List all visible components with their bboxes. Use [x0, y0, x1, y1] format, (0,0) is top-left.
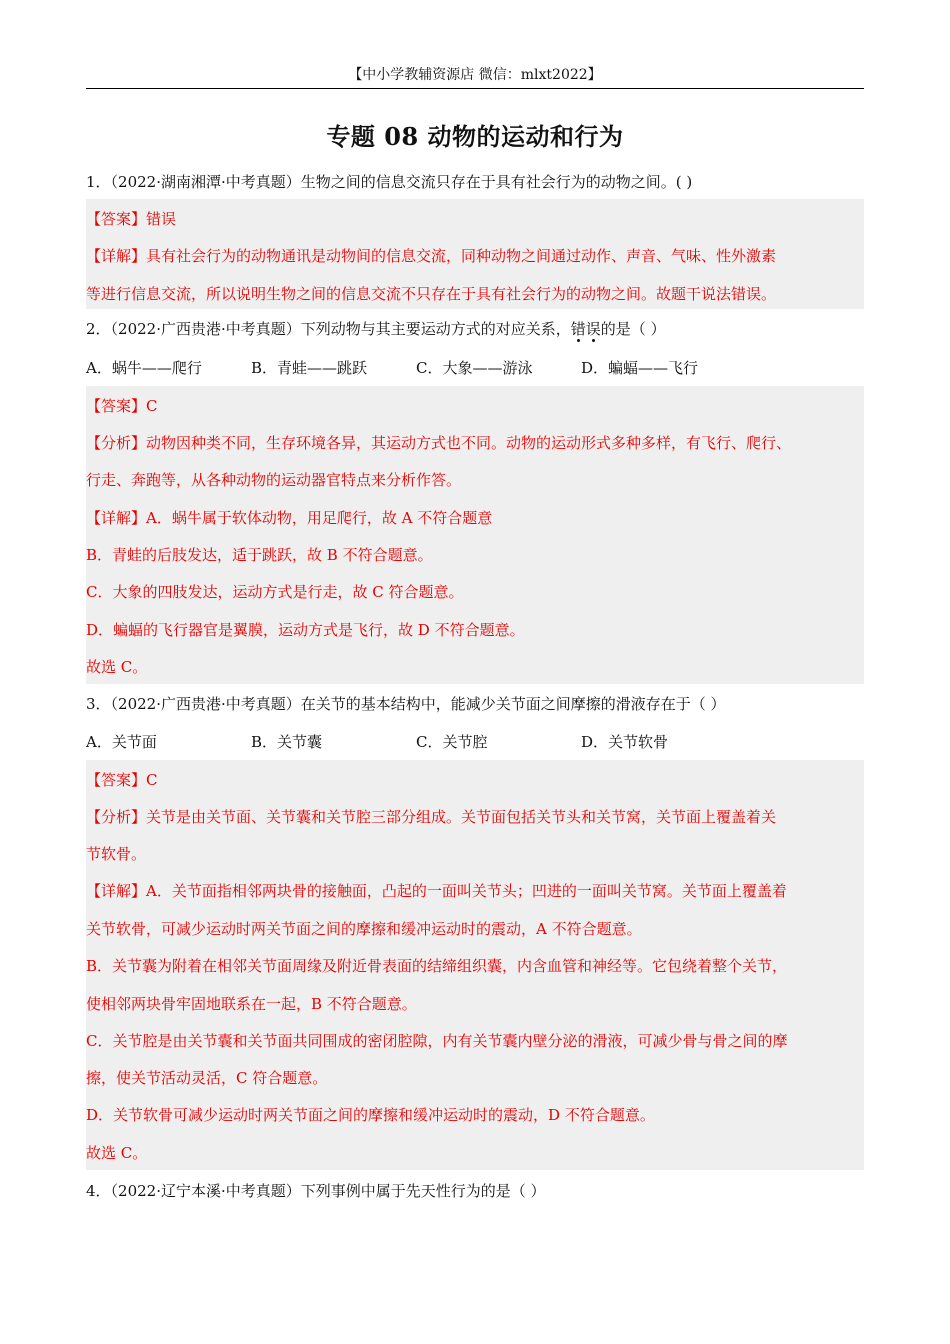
q2-stem-part-2: 的是（ ）	[600, 320, 666, 338]
q3-detail-c-line-2: 擦，使关节活动灵活，C 符合题意。	[86, 1069, 328, 1087]
q2-options	[86, 356, 864, 380]
q2-answer: 【答案】C	[86, 397, 158, 415]
q1-answer: 【答案】错误	[86, 210, 177, 228]
q3-conclusion: 故选 C。	[86, 1144, 148, 1162]
q3-detail-a-line-2: 关节软骨，可减少运动时两关节面之间的摩擦和缓冲运动时的震动，A 不符合题意。	[86, 920, 642, 938]
page-header: 【中小学教辅资源店 微信：mlxt2022】	[348, 67, 602, 83]
question-2-stem	[86, 317, 864, 341]
q2-option-b: B．青蛙——跳跃	[251, 359, 368, 377]
q3-analysis-line-2: 节软骨。	[86, 845, 147, 863]
q3-options	[86, 730, 864, 754]
q3-detail-c-line-1: C．关节腔是由关节囊和关节面共同围成的密闭腔隙，内有关节囊内壁分泌的滑液，可减少骨与骨之间的摩	[86, 1032, 788, 1050]
q3-detail-b-line-1: B．关节囊为附着在相邻关节面周缘及附近骨表面的结缔组织囊，内含血管和神经等。它包绕着整个关节，	[86, 957, 788, 975]
question-4-stem: 4．（2022·辽宁本溪·中考真题）下列事例中属于先天性行为的是（ ）	[86, 1182, 546, 1200]
q2-detail-a: 【详解】A．蜗牛属于软体动物，用足爬行，故 A 不符合题意	[86, 509, 493, 527]
q1-detail-line-1: 【详解】具有社会行为的动物通讯是动物间的信息交流，同种动物之间通过动作、声音、气味、性外激素	[86, 247, 777, 265]
q3-detail-b-line-2: 使相邻两块骨牢固地联系在一起，B 不符合题意。	[86, 995, 417, 1013]
q3-option-d: D．关节软骨	[581, 733, 669, 751]
q2-option-c: C．大象——游泳	[416, 359, 533, 377]
q2-stem-part-1: 2．（2022·广西贵港·中考真题）下列动物与其主要运动方式的对应关系，	[86, 320, 571, 338]
question-1-stem: 1．（2022·湖南湘潭·中考真题）生物之间的信息交流只存在于具有社会行为的动物之间。( )	[86, 173, 693, 191]
q2-analysis-line-1: 【分析】动物因种类不同，生存环境各异，其运动方式也不同。动物的运动形式多种多样，有飞行、爬行、	[86, 434, 792, 452]
q3-option-b: B．关节囊	[251, 733, 323, 751]
q2-emphasis-char-2: 误	[585, 320, 601, 338]
q3-answer: 【答案】C	[86, 771, 158, 789]
page-title: 专题 08 动物的运动和行为	[326, 122, 624, 151]
q3-option-a: A．关节面	[86, 733, 157, 751]
q2-detail-c: C．大象的四肢发达，运动方式是行走，故 C 符合题意。	[86, 583, 464, 601]
q2-emphasis-char-1: 错	[570, 320, 586, 338]
q2-detail-b: B．青蛙的后肢发达，适于跳跃，故 B 不符合题意。	[86, 546, 433, 564]
q1-detail-line-2: 等进行信息交流，所以说明生物之间的信息交流不只存在于具有社会行为的动物之间。故题干说法错误。	[86, 285, 777, 303]
q3-detail-a-line-1: 【详解】A．关节面指相邻两块骨的接触面，凸起的一面叫关节头；凹进的一面叫关节窝。关节面上覆盖着	[86, 882, 787, 900]
q2-conclusion: 故选 C。	[86, 658, 148, 676]
q3-analysis-line-1: 【分析】关节是由关节面、关节囊和关节腔三部分组成。关节面包括关节头和关节窝，关节面上覆盖着关	[86, 808, 777, 826]
q2-detail-d: D．蝙蝠的飞行器官是翼膜，运动方式是飞行，故 D 不符合题意。	[86, 621, 525, 639]
q3-option-c: C．关节腔	[416, 733, 488, 751]
q2-option-a: A．蜗牛——爬行	[86, 359, 202, 377]
q2-option-d: D．蝙蝠——飞行	[581, 359, 699, 377]
header-divider	[86, 88, 864, 89]
q3-detail-d: D．关节软骨可减少运动时两关节面之间的摩擦和缓冲运动时的震动，D 不符合题意。	[86, 1106, 655, 1124]
q2-analysis-line-2: 行走、奔跑等，从各种动物的运动器官特点来分析作答。	[86, 471, 462, 489]
question-3-stem: 3．（2022·广西贵港·中考真题）在关节的基本结构中，能减少关节面之间摩擦的滑液存在于（ ）	[86, 695, 726, 713]
